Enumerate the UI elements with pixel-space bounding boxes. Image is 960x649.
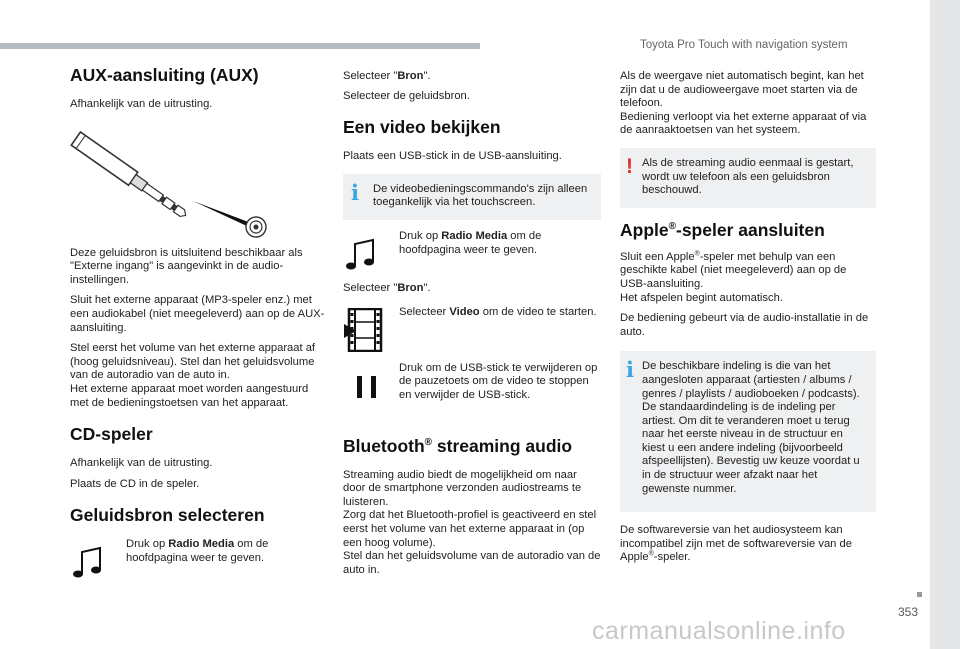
video-select-step: Selecteer Video om de video te starten.: [343, 306, 601, 362]
column-2: [343, 70, 601, 584]
bluetooth-setup: Zorg dat het Bluetooth-profiel is geactiveerd en stel eerst het volume van het externe apparaat in (op een hoog volume). Stel dan het geluidsvolume van de autoradio van de auto in.: [343, 509, 601, 576]
bluetooth-section-title: Bluetooth® streaming audio: [343, 435, 573, 456]
page-edge-strip: [930, 0, 960, 649]
apple-connect-text: Sluit een Apple®-speler met behulp van een geschikte kabel (niet meegeleverd) aan op de USB-aansluiting. Het afspelen begint automatisch.: [620, 250, 847, 304]
video-film-icon: [343, 308, 383, 352]
header-title: Toyota Pro Touch with navigation system: [640, 39, 848, 51]
warning-icon: !: [626, 154, 633, 178]
select-audio-source-text: Selecteer de geluidsbron.: [343, 89, 470, 102]
source-section-title: Geluidsbron selecteren: [70, 505, 265, 526]
watermark: carmanualsonline.info: [592, 617, 846, 645]
video-section-title: Een video bekijken: [343, 117, 501, 138]
corner-mark: [917, 592, 922, 597]
cd-section-title: CD-speler: [70, 424, 153, 445]
pause-icon: [351, 372, 385, 402]
apple-section-title: Apple®-speler aansluiten: [620, 219, 825, 240]
video-radio-media-step: Druk op Radio Media om de hoofdpagina weer te geven.: [343, 230, 601, 268]
apple-software-text: De softwareversie van het audiosysteem kan incompatibel zijn met de softwareversie van de Apple®-speler.: [620, 524, 852, 564]
aux-info-1: Deze geluidsbron is uitsluitend beschikbaar als "Externe ingang" is aangevinkt in de audio-instellingen.: [70, 246, 303, 286]
streaming-start-text: Als de weergave niet automatisch begint, kan het zijn dat u de audioweergave moet starten via de telefoon. Bediening verloopt via het externe apparaat of via de aanraaktoetsen van het systeem.: [620, 70, 867, 137]
apple-control-text: De bediening gebeurt via de audio-installatie in de auto.: [620, 312, 869, 338]
select-source-text-1: Selecteer "Bron".: [343, 70, 431, 82]
aux-info-3: Stel eerst het volume van het externe apparaat af (hoog geluidsniveau). Stel dan het geluidsvolume van de autoradio van de auto in. Het externe apparaat moet worden aangestuurd met de bedieningstoetsen van het apparaat.: [70, 342, 316, 409]
page-number: 353: [898, 605, 919, 619]
column-3: [620, 70, 876, 572]
video-touchscreen-note: i De videobedieningscommando's zijn alleen toegankelijk via het touchscreen.: [343, 174, 601, 220]
radio-media-label: Radio Media: [168, 538, 235, 551]
radio-media-step: Druk op Radio Media om de hoofdpagina weer te geven.: [70, 538, 325, 576]
video-usb-text: Plaats een USB-stick in de USB-aansluiting.: [343, 150, 562, 163]
streaming-warning-note: ! Als de streaming audio eenmaal is gestart, wordt uw telefoon als een geluidsbron beschouwd.: [620, 148, 876, 208]
aux-info-2: Sluit het externe apparaat (MP3-speler enz.) met een audiokabel (niet meegeleverd) aan op de AUX-aansluiting.: [70, 294, 325, 334]
music-note-icon: [72, 544, 106, 580]
info-icon: i: [351, 179, 359, 205]
cd-insert-text: Plaats de CD in de speler.: [70, 477, 200, 490]
video-pause-step: Druk om de USB-stick te verwijderen op de pauzetoets om de video te stoppen en verwijder de USB-stick.: [343, 362, 601, 424]
select-source-text-2: Selecteer "Bron".: [343, 281, 431, 294]
aux-jack-icon: [70, 119, 325, 247]
aux-availability: Afhankelijk van de uitrusting.: [70, 98, 213, 110]
apple-structure-note: i De beschikbare indeling is die van het aangesloten apparaat (artiesten / albums / genres / playlists / audioboeken / podcasts). De standaardindeling is de indeling per artiest. Om dit te veranderen moet u terug naar het eerste niveau in de structuur en kiest u een andere indeling (bijvoorbeeld afspeellijsten). Bevestig uw keuze voordat u in de structuur weer afzakt naar het gewenste nummer.: [620, 351, 876, 512]
column-1: [70, 65, 325, 576]
header-bar: [0, 43, 480, 49]
aux-section-title: AUX-aansluiting (AUX): [70, 65, 259, 85]
bluetooth-intro: Streaming audio biedt de mogelijkheid om naar door de smartphone verzonden audiostreams te luisteren.: [343, 468, 582, 508]
music-note-icon: [345, 236, 379, 272]
cd-availability: Afhankelijk van de uitrusting.: [70, 457, 213, 470]
info-icon: i: [626, 357, 634, 383]
